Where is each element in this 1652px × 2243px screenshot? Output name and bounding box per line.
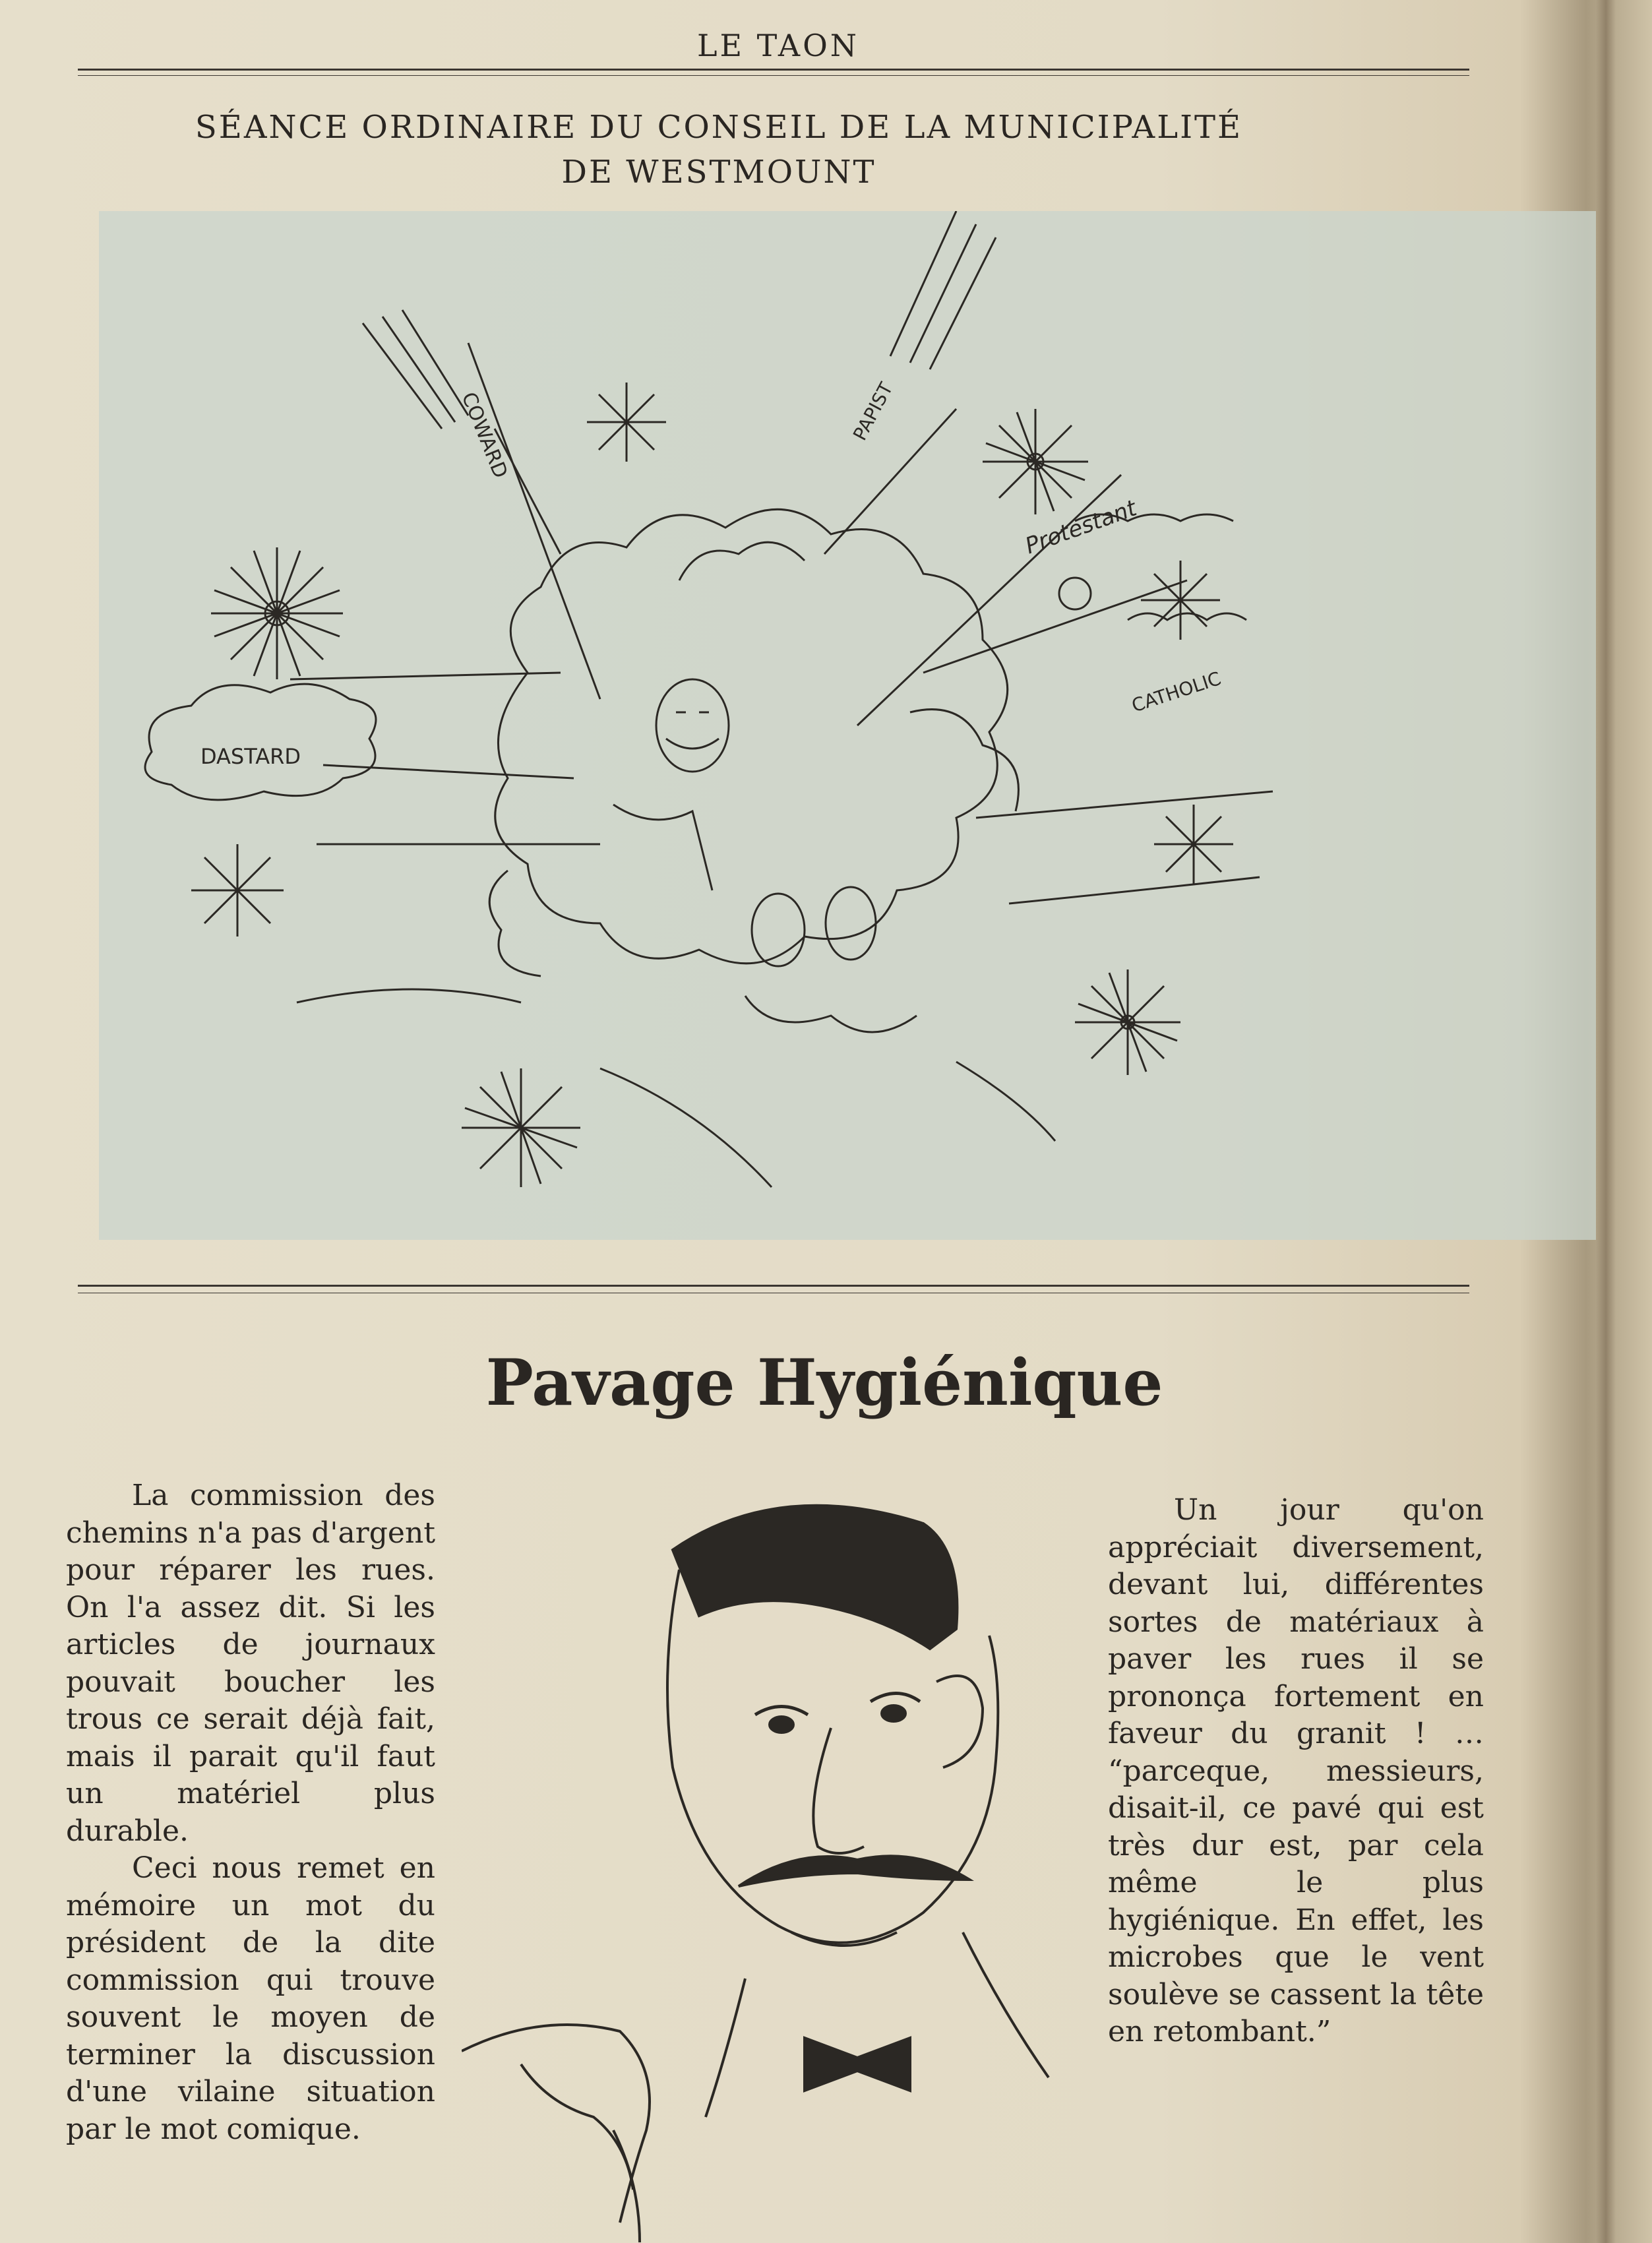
right-paragraph: Un jour qu'on appréciait diversement, devant lui, différentes sortes de matériaux à paver les rues il se prononça fortement en faveur du granit ! … “parceque, messieurs, disait-il, ce pavé qui est très dur est, par cela même le plus hygiénique. En effet, les microbes que le vent soulève se cassent la tête en retombant.” bbox=[1108, 1493, 1484, 2048]
page-gutter bbox=[1596, 0, 1616, 2243]
council-brawl-cartoon bbox=[99, 211, 1596, 1240]
article-title: Pavage Hygiénique bbox=[485, 1345, 1163, 1420]
top-rule bbox=[78, 69, 1469, 71]
masthead-title: LE TAON bbox=[696, 28, 860, 63]
cartoon-caption-line1: SÉANCE ORDINAIRE DU CONSEIL DE LA MUNICIPALITÉ bbox=[195, 109, 1243, 146]
cartoon-caption-line2: DE WESTMOUNT bbox=[561, 154, 876, 191]
section-rule bbox=[78, 1285, 1469, 1287]
left-paragraph: Ceci nous remet en mémoire un mot du président de la dite commission qui trouve souvent le moyen de terminer la discussion d'une vilaine situation par le mot comique. bbox=[66, 1851, 435, 2146]
top-rule-thin bbox=[78, 75, 1469, 76]
article-left-column bbox=[66, 1477, 435, 2148]
article-right-column bbox=[1108, 1492, 1484, 2051]
label-coward: COWARD bbox=[456, 388, 512, 482]
label-dastard: DASTARD bbox=[200, 744, 301, 769]
label-papist: PAPIST bbox=[849, 379, 898, 445]
left-paragraph: La commission des chemins n'a pas d'argent pour réparer les rues. On l'a assez dit. Si les articles de journaux pouvait boucher les trous ce serait déjà fait, mais il parait qu'il faut un matériel plus durable. bbox=[66, 1479, 435, 1848]
label-catholic: CATHOLIC bbox=[1128, 667, 1224, 717]
label-protestant: Protestant bbox=[1022, 495, 1140, 560]
president-portrait bbox=[462, 1458, 1088, 2242]
